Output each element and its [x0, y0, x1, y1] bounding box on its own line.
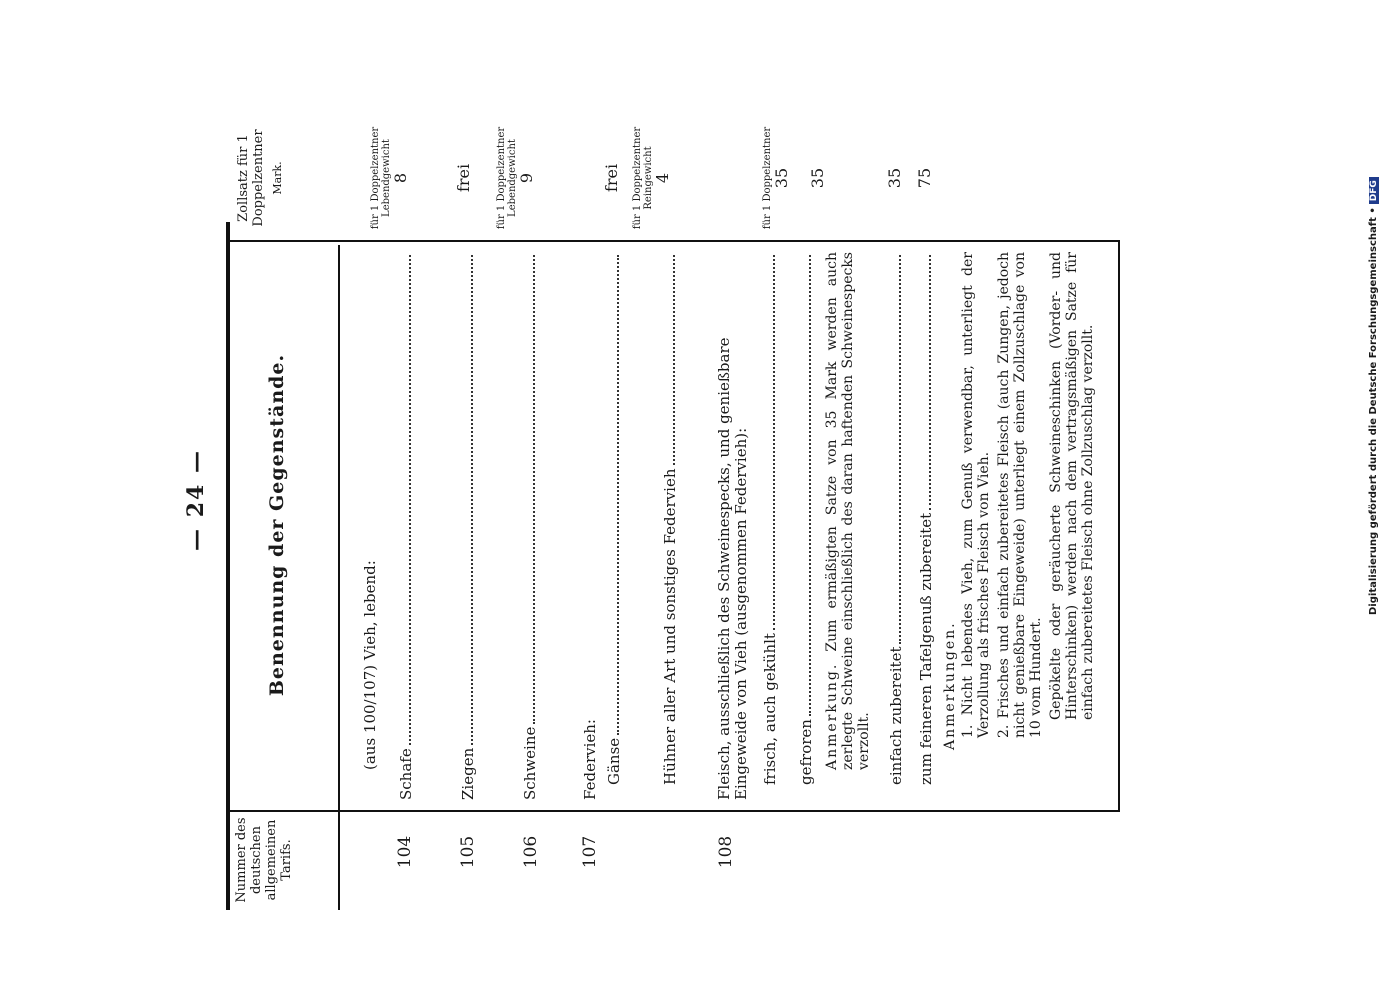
tariff-number: 106 [521, 835, 541, 869]
item-line [606, 252, 623, 785]
column-divider [230, 810, 1120, 812]
rate-value: 4 [653, 172, 672, 184]
header-rate-title: Zollsatz für 1 Doppelzentner [236, 129, 266, 227]
item-name: Federvieh: [581, 719, 599, 800]
page-number: — 24 — [183, 449, 209, 551]
item-name: zum feineren Tafelgenuß zubereitet [917, 512, 935, 785]
header-name: Benennung der Gegenstände. [266, 353, 288, 697]
rate-cell [632, 118, 672, 238]
item-name: Gänse [605, 737, 623, 785]
tariff-number: 104 [395, 835, 415, 869]
item-name: Hühner aller Art und sonstiges Federvieh [661, 468, 679, 785]
item-line [398, 252, 415, 800]
rate-cell [370, 118, 410, 238]
annotation-1: 1. Nicht lebendes Vieh, zum Genuß verwendbar, unterliegt der Verzollung als frisches Fleisch von Vieh. [960, 252, 992, 738]
annotations-heading: Anmerkungen. [942, 621, 958, 750]
footer-text: Digitalisierung gefördert durch die Deutsche Forschungsgemeinschaft • [1368, 207, 1379, 615]
rate-value: 35 [808, 167, 827, 189]
rate-value: 75 [915, 167, 934, 189]
table-top-rule [226, 222, 230, 910]
rate-unit: für 1 Doppelzentner Lebendgewicht [496, 126, 518, 230]
tariff-number: 105 [458, 835, 478, 869]
header-number: Nummer des deutschen allgemeinen Tarifs. [234, 817, 294, 903]
item-line [888, 252, 905, 785]
item-line [460, 252, 477, 800]
rate-value: frei [454, 163, 473, 193]
digitization-footer [1368, 177, 1379, 615]
rate-value: 35 [772, 167, 791, 189]
rate-value: frei [602, 163, 621, 193]
item-name: Schafe [397, 748, 415, 800]
item-name: einfach zubereitet [887, 646, 905, 785]
item-line [918, 252, 935, 785]
item-name: frisch, auch gekühlt [761, 633, 779, 785]
rate-cell [496, 118, 536, 238]
item-line [662, 252, 679, 785]
rate-unit: für 1 Doppelzentner Lebendgewicht [370, 126, 392, 230]
item-name: gefroren [797, 719, 815, 785]
annotation-3: Gepökelte oder geräucherte Schweineschinken (Vorder- und Hinterschinken) werden nach dem vertragsmäßigen Satze für einfach zubereitetes Fleisch ohne Zollzuschlag verzollt. [1048, 252, 1096, 720]
dfg-logo: DFG [1369, 177, 1379, 204]
table-bottom-rule [1118, 242, 1120, 810]
annotations-label [942, 252, 958, 750]
rate-value: 35 [885, 167, 904, 189]
rate-unit: für 1 Doppelzentner [762, 126, 773, 230]
annotation [824, 252, 872, 770]
item-line [762, 252, 779, 785]
header-rate [236, 118, 285, 238]
tariff-number: 108 [716, 835, 736, 869]
intro-line: (aus 100/107) Vieh, lebend: [361, 560, 379, 770]
rate-value: 9 [517, 172, 536, 184]
item-name: Ziegen [459, 747, 477, 800]
rate-unit: für 1 Doppelzentner Reingewicht [632, 126, 654, 230]
annotation-text: Zum ermäßigten Satze von 35 Mark werden auch zerlegte Schweine einschließlich des daran haftenden Schweinespecks verzollt. [824, 251, 872, 770]
annotation-2: 2. Frisches und einfach zubereitetes Fleisch (auch Zungen, jedoch nicht genießbare Eingeweide) unterliegt einem Zollzuschlage von 10 vom Hundert. [996, 252, 1044, 738]
tariff-number: 107 [580, 835, 600, 869]
annotation-label: Anmerkung. [824, 662, 840, 770]
item-name: Schweine [521, 726, 539, 800]
item-line [798, 252, 815, 785]
rate-value: 8 [391, 172, 410, 184]
item-name: Fleisch, ausschließlich des Schweinespecks, und genießbare Eingeweide von Vieh (ausgenommen Federvieh): [715, 337, 750, 800]
header-rate-unit: Mark. [271, 161, 284, 195]
item-line [522, 252, 539, 800]
